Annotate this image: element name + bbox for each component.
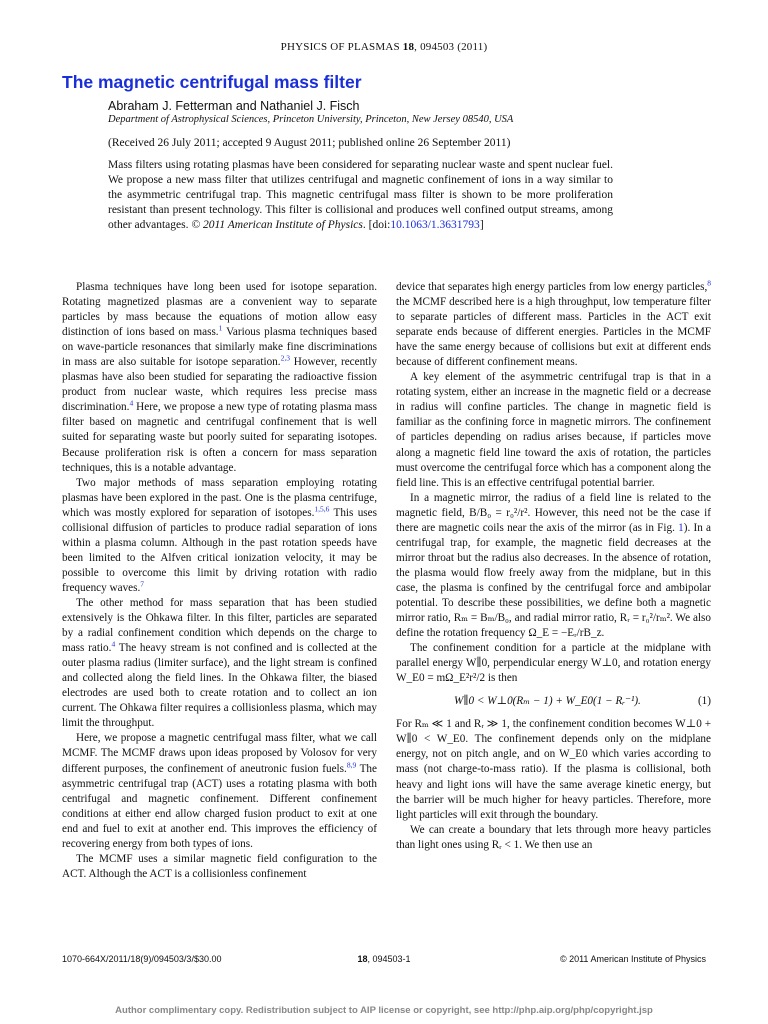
right-column (396, 280, 711, 853)
footer-copyright: © 2011 American Institute of Physics (559, 954, 706, 964)
journal-header: PHYSICS OF PLASMAS 18, 094503 (2011) (280, 41, 488, 53)
authors: Abraham J. Fetterman and Nathaniel J. Fisch (108, 99, 360, 113)
abstract-copyright: © 2011 American Institute of Physics (191, 219, 363, 232)
text: Various plasma techniques based on wave-particle resonances that similarly make fine discriminations in mass are also suitable for isotope separation. (62, 326, 377, 369)
text: device that separates high energy particles from low energy particles, (396, 281, 708, 293)
paragraph (396, 280, 711, 370)
citation-link[interactable]: 7 (140, 579, 145, 589)
text: This uses collisional diffusion of particles to produce radial separation of ions within a plasma column. Although in the past rotation speeds have been limited to the Alfven critical ionization velocity, it may be possible to overcome this limit by driving rotation with radio frequency waves. (62, 506, 377, 594)
text: In a magnetic mirror, the radius of a field line is related to the magnetic field, B/B₀ = r₀²/r². However, this need not be the case if there are magnetic coils near the axis of the mirror (as in Fig. (396, 491, 711, 534)
left-column (62, 280, 377, 882)
paragraph (62, 731, 377, 851)
text: The asymmetric centrifugal trap (ACT) uses a rotating plasma with both centrifugal and magnetic confinement. Different confinement conditions at either end allow charged fusion product to exit at one end and fuel to exit at another end. This improves the efficiency of recovering energy from both types of ions. (62, 762, 377, 850)
text: The other method for mass separation that has been studied extensively is the Ohkawa filter. In this filter, particles are separated by a radial confinement condition which depends on the charge to mass ratio. (62, 596, 377, 655)
citation-link[interactable]: 4 (129, 398, 134, 408)
paragraph: The confinement condition for a particle at the midplane with parallel energy W∥0, perpendicular energy W⊥0, and rotation energy W_E0 = mΩ_E²r²/2 is then (396, 642, 711, 685)
footer-volume: 18 (357, 954, 368, 964)
affiliation: Department of Astrophysical Sciences, Princeton University, Princeton, New Jersey 08540, USA (108, 114, 514, 125)
footer-page-number: , 094503-1 (367, 954, 411, 964)
received-dates: (Received 26 July 2011; accepted 9 August 2011; published online 26 September 2011) (108, 137, 511, 149)
copyright-notice: Author complimentary copy. Redistribution subject to AIP license or copyright, see http://php.aip.org/php/copyright.jsp (115, 1005, 653, 1016)
journal-volume: 18 (402, 41, 415, 53)
text: Two major methods of mass separation employing rotating plasmas have been explored in the past. One is the plasma centrifuge, which was mostly explored for separation of isotopes. (62, 476, 377, 519)
doi-link[interactable]: 10.1063/1.3631793 (390, 219, 480, 232)
footer-issn: 1070-664X/2011/18(9)/094503/3/$30.00 (62, 954, 222, 964)
citation-link[interactable]: 8 (707, 278, 711, 288)
text: Here, we propose a magnetic centrifugal mass filter, what we call MCMF. The MCMF draws upon ideas proposed by Volosov for very different purposes, the confinement of aneutronic fusion fuels. (62, 732, 377, 775)
citation-link[interactable]: 1,5,6 (314, 503, 330, 513)
equation: W∥0 < W⊥0(Rₘ − 1) + W_E0(1 − Rᵣ⁻¹). (454, 695, 641, 708)
text: Here, we propose a new type of rotating plasma mass filter based on magnetic and centrifugal confinement that is well suited for separating waste but poorly suited for separating isotopes. Because proliferation risk is often a concern for mass separation techniques, this is a notable advantage. (62, 401, 377, 474)
text: Plasma techniques have long been used for isotope separation. Rotating magnetized plasmas are a convenient way to separate particles by mass because the equations of motion allow easy distinction of ions based on mass. (62, 281, 377, 339)
citation-link[interactable]: 1 (218, 323, 223, 333)
paragraph (62, 596, 377, 731)
paragraph: A key element of the asymmetric centrifugal trap is that in a rotating system, either an increase in the magnetic field or a decrease in radius will confine particles. The change in magnetic field is familiar as the confining force in magnetic mirrors. The confinement of particles depending on radius arises because, if particles move along a magnetic field line toward the axis of rotation, the particles must overcome the centrifugal force which has a component along the field line. This is an effective centrifugal potential barrier. (396, 371, 711, 489)
abstract (108, 158, 613, 233)
paragraph (62, 280, 377, 476)
citation-link[interactable]: 2,3 (280, 353, 290, 363)
text: ). In a centrifugal trap, for example, the magnetic field decreases at the mirror throat but the radius also decreases. In the absence of rotation, the plasma would flow freely away from the midplane, but in this case, the plasma is confined by the centrifugal force and ambipolar potential. To describe these possibilities, we define both a magnetic mirror ratio, Rₘ = Bₘ/B₀, and radial mirror ratio, Rᵣ = r₀²/rₘ². We also define the rotation frequency Ω_E = −Eᵣ/rB_z. (396, 521, 712, 640)
paragraph: We can create a boundary that lets through more heavy particles than light ones using Rᵣ < 1. We then use an (396, 823, 711, 851)
paragraph (62, 476, 377, 596)
citation-link[interactable]: 4 (111, 639, 116, 649)
figure-link[interactable]: 1 (678, 521, 684, 534)
abstract-text: Mass filters using rotating plasmas have been considered for separating nuclear waste and spent nuclear fuel. We propose a new mass filter that utilizes centrifugal and magnetic confinement of ions in a way similar to the asymmetric centrifugal trap. This magnetic centrifugal mass filter is shown to be more proliferation resistant than present technology. This filter is collisional and produces well confined output streams, among other advantages. (108, 159, 613, 232)
citation-link[interactable]: 8,9 (346, 759, 357, 769)
paper-title: The magnetic centrifugal mass filter (62, 72, 362, 92)
paragraph: For Rₘ ≪ 1 and Rᵣ ≫ 1, the confinement condition becomes W⊥0 + W∥0 < W_E0. The confinement depends only on the midplane energy, not on pitch angle, and on W_E0 which varies according to mass (not charge-to-mass ratio). If the plasma is collisional, both heavy and light ions will have the same average kinetic energy, but the barrier will be much higher for heavy particles. Therefore, more light particles will exit through the boundary. (396, 718, 711, 821)
text: the MCMF described here is a high throughput, low temperature filter to separate particles of different mass. Particles in the ACT exit separate ends because of different energies. Particles in the MCMF have the same energy because of collisions but exit at different ends because of different confinement means. (396, 296, 711, 369)
doi-prefix: . [doi: (362, 219, 391, 232)
equation-1 (396, 694, 711, 709)
journal-name: PHYSICS OF PLASMAS (280, 41, 400, 53)
doi-suffix: ] (479, 219, 484, 232)
equation-number: (1) (697, 695, 711, 708)
article-id: 094503 (2011) (420, 41, 488, 53)
paragraph: The MCMF uses a similar magnetic field configuration to the ACT. Although the ACT is a collisionless confinement (62, 852, 377, 880)
text: The heavy stream is not confined and is collected at the outer plasma radius (limiter surface), and the light stream is confined and collected along the field lines. In the Ohkawa filter, the biased electrodes are used both to create rotation and to collect an ion current. The Ohkawa filter requires a collisionless plasma, which may limit the throughput. (62, 642, 377, 730)
text: However, recently plasmas have also been studied for separating the radioactive fission product from nuclear waste, which requires less precise mass discrimination. (62, 356, 377, 414)
paragraph (396, 491, 711, 641)
